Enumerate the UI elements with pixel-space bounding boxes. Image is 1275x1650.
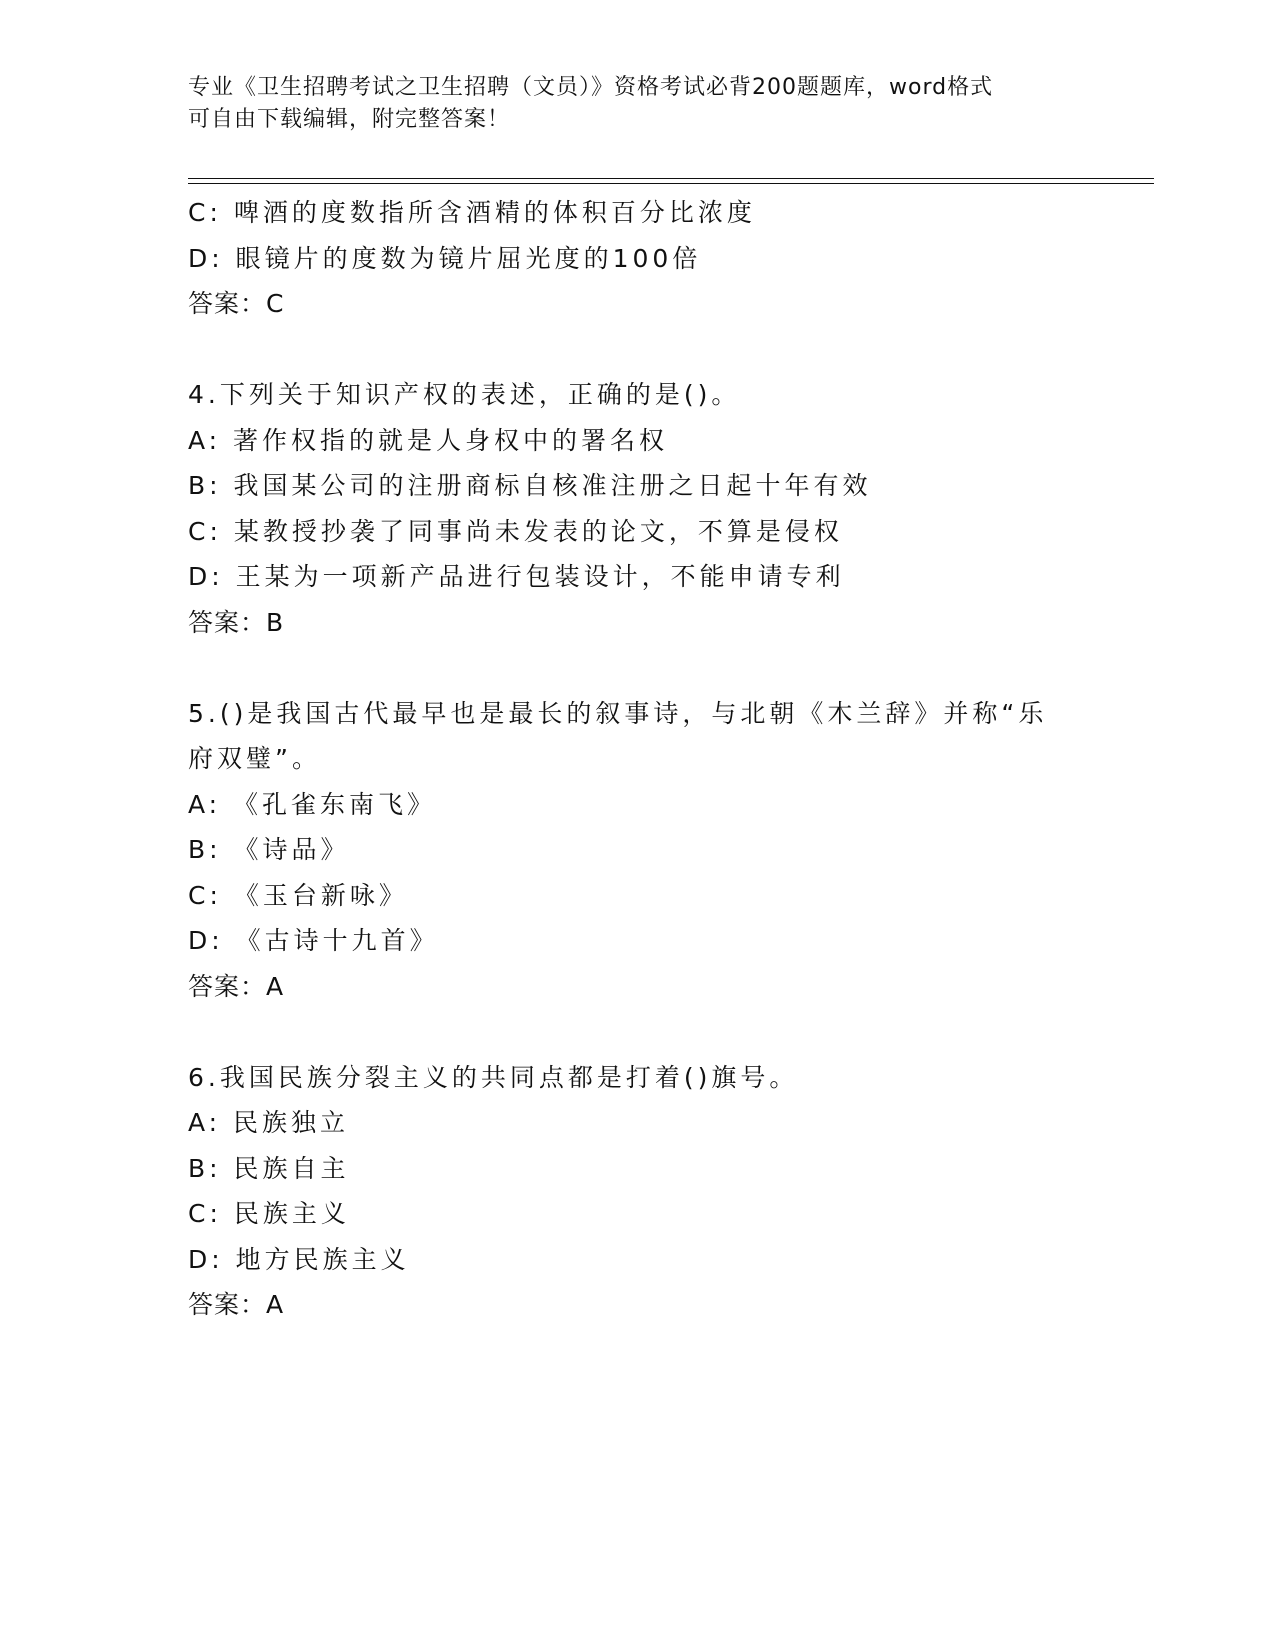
header-line-1: 专业《卫生招聘考试之卫生招聘（文员）》资格考试必背200题题库，word格式 <box>188 75 994 100</box>
question-block-5 <box>188 691 1154 1010</box>
option-c: C: 啤酒的度数指所含酒精的体积百分比浓度 <box>188 198 756 227</box>
option-c: C: 《玉台新咏》 <box>188 880 408 910</box>
answer-line: 答案：B <box>188 607 285 637</box>
question-block-4 <box>188 372 1154 645</box>
option-a: A: 著作权指的就是人身权中的署名权 <box>188 425 669 455</box>
option-d: D: 《古诗十九首》 <box>188 926 439 955</box>
question-block-6 <box>188 1055 1154 1328</box>
question-block-3 <box>188 190 1154 327</box>
option-b: B: 民族自主 <box>188 1153 350 1183</box>
question-stem: 5.()是我国古代最早也是最长的叙事诗，与北朝《木兰辞》并称“乐 <box>188 698 1048 728</box>
question-stem: 6.我国民族分裂主义的共同点都是打着()旗号。 <box>188 1062 799 1092</box>
option-a: A: 民族独立 <box>188 1108 350 1137</box>
option-c: C: 某教授抄袭了同事尚未发表的论文，不算是侵权 <box>188 516 843 546</box>
question-stem-continued: 府双璧”。 <box>188 744 321 773</box>
option-d: D: 眼镜片的度数为镜片屈光度的100倍 <box>188 243 702 273</box>
option-a: A: 《孔雀东南飞》 <box>188 789 437 819</box>
option-c: C: 民族主义 <box>188 1199 350 1228</box>
answer-line: 答案：A <box>188 1290 285 1319</box>
option-d: D: 王某为一项新产品进行包装设计，不能申请专利 <box>188 562 845 591</box>
header-line-2: 可自由下载编辑，附完整答案！ <box>188 107 511 132</box>
answer-line: 答案：C <box>188 289 285 318</box>
option-b: B: 《诗品》 <box>188 835 350 864</box>
header-rule-bottom <box>188 183 1154 184</box>
header-rule-top <box>188 178 1154 179</box>
option-d: D: 地方民族主义 <box>188 1244 410 1274</box>
question-list <box>188 190 1154 1328</box>
document-header <box>188 72 1088 136</box>
option-b: B: 我国某公司的注册商标自核准注册之日起十年有效 <box>188 471 872 500</box>
answer-line: 答案：A <box>188 971 285 1001</box>
question-stem: 4.下列关于知识产权的表述，正确的是()。 <box>188 380 741 409</box>
